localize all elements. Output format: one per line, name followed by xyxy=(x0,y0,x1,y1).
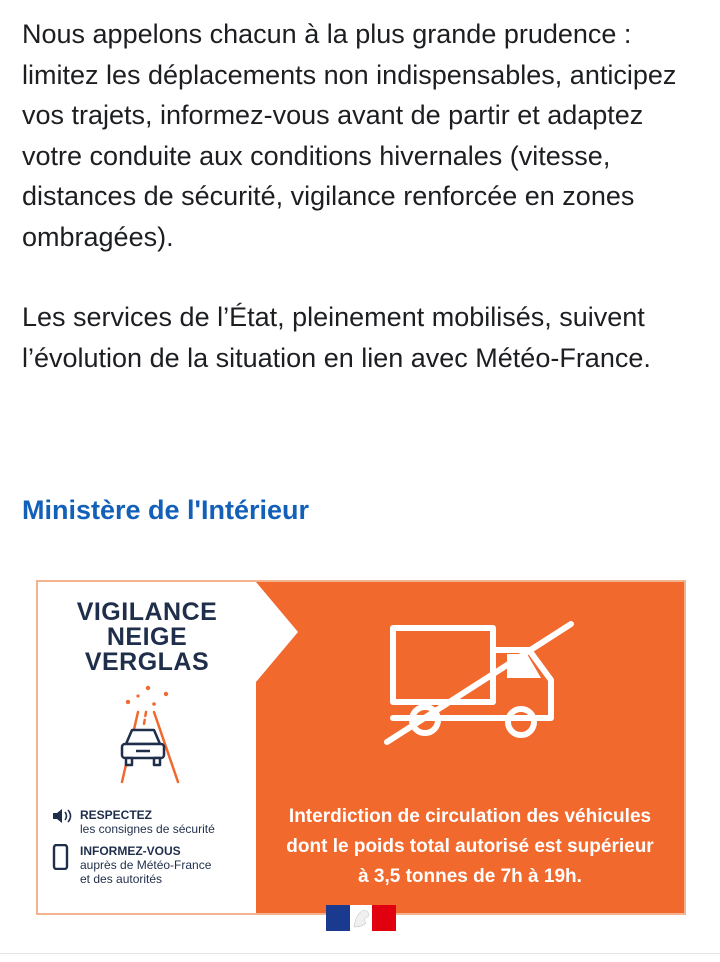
instruction-inform-body-1: auprès de Météo-France xyxy=(80,858,212,872)
panel-notch xyxy=(256,582,298,682)
author-signature[interactable]: Ministère de l'Intérieur xyxy=(22,495,309,525)
speaker-icon xyxy=(52,808,74,824)
car-on-road-icon xyxy=(108,682,188,792)
phone-icon xyxy=(52,844,70,870)
republique-francaise-flag-icon xyxy=(326,905,396,931)
vigilance-title xyxy=(38,600,256,675)
interdiction-text xyxy=(256,802,684,892)
instruction-respect-body: les consignes de sécurité xyxy=(80,822,215,836)
post-paragraph-2: Les services de l’État, pleinement mobilisés, suivent l’évolution de la situation en lien avec Météo-France. xyxy=(22,302,651,373)
instruction-inform xyxy=(52,844,252,886)
title-line-1: VIGILANCE xyxy=(76,598,218,626)
interdiction-panel xyxy=(256,582,684,913)
title-line-2: NEIGE xyxy=(106,623,188,651)
instruction-inform-head: INFORMEZ-VOUS xyxy=(80,844,181,858)
title-line-3: VERGLAS xyxy=(84,648,210,676)
instruction-respect xyxy=(52,808,252,836)
interdiction-line-1: Interdiction de circulation des véhicules xyxy=(288,806,652,827)
instruction-inform-body-2: et des autorités xyxy=(80,872,163,886)
vigilance-infographic[interactable] xyxy=(36,580,686,915)
post-divider xyxy=(0,953,720,954)
post-text xyxy=(22,14,702,378)
instruction-respect-head: RESPECTEZ xyxy=(80,808,153,822)
interdiction-line-2: dont le poids total autorisé est supérieur xyxy=(286,836,654,857)
truck-prohibited-icon xyxy=(381,614,581,754)
post-paragraph-1: Nous appelons chacun à la plus grande prudence : limitez les déplacements non indispensables, anticipez vos trajets, informez-vous avant de partir et adaptez votre conduite aux conditions hivernales (vitesse, distances de sécurité, vigilance renforcée en zones ombragées). xyxy=(22,19,677,252)
interdiction-line-3: à 3,5 tonnes de 7h à 19h. xyxy=(358,866,582,887)
